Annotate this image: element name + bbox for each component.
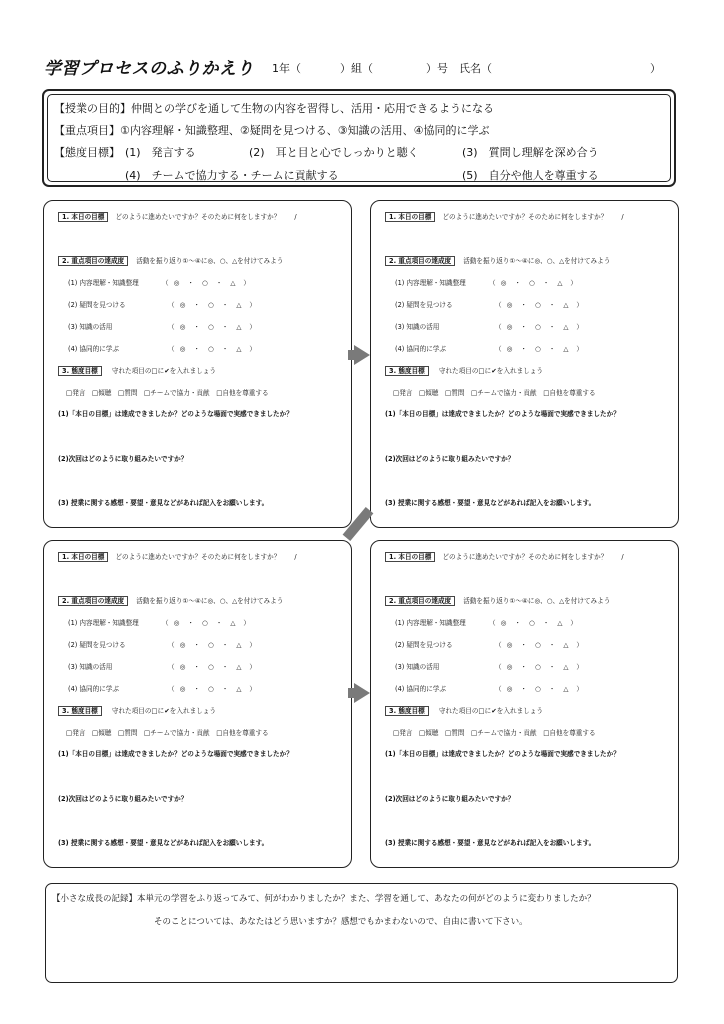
attitude-3: (3) 質問し理解を深め合う — [462, 146, 599, 159]
item-4: (4) 協同的に学ぶ — [68, 345, 119, 353]
reflection-card-1[interactable] — [43, 200, 352, 528]
reflection-card-4[interactable] — [370, 540, 679, 868]
rating-1[interactable]: （ ◎ ・ ○ ・ △ ） — [162, 619, 250, 627]
question-3: (3) 授業に関する感想・要望・意見などがあれば記入をお願いします。 — [58, 499, 269, 507]
item-2: (2) 疑問を見つける — [68, 301, 126, 309]
focus-label: 2. 重点項目の達成度 — [385, 256, 455, 266]
attitude-row — [385, 365, 543, 375]
reflection-card-3[interactable] — [43, 540, 352, 868]
attitude-checkboxes[interactable]: □発言 □傾聴 □質問 □チームで協力・貢献 □自他を尊重する — [66, 729, 269, 737]
grade-label: 1年（ — [272, 62, 301, 75]
growth-prompt-2: そのことについては、あなたはどう思いますか？感想でもかまわないので、自由に書いて下さい。 — [154, 917, 528, 927]
today-question: どのように進めたいですか？そのために何をしますか？ — [115, 553, 281, 561]
focus-label: 【重点項目】 — [54, 124, 120, 137]
attitude-label: 3. 態度目標 — [385, 366, 429, 376]
question-1: (1)「本日の目標」は達成できましたか？どのような場面で実感できましたか？ — [58, 750, 293, 758]
today-label: 1. 本日の目標 — [58, 552, 108, 562]
rating-4[interactable]: （ ◎ ・ ○ ・ △ ） — [495, 345, 583, 353]
attitude-checkboxes[interactable]: □発言 □傾聴 □質問 □チームで協力・貢献 □自他を尊重する — [393, 389, 596, 397]
rating-3[interactable]: （ ◎ ・ ○ ・ △ ） — [168, 663, 256, 671]
growth-prompt-1: 本単元の学習をふり返ってみて、何がわかりましたか？また、学習を通して、あなたの何がどのように変わりましたか？ — [137, 894, 596, 904]
today-label: 1. 本日の目標 — [58, 212, 108, 222]
question-2: (2)次回はどのように取り組みたいですか？ — [58, 455, 188, 463]
today-row — [58, 211, 297, 221]
focus-label: 2. 重点項目の達成度 — [58, 256, 128, 266]
today-label: 1. 本日の目標 — [385, 212, 435, 222]
growth-record-box[interactable] — [45, 883, 678, 983]
question-2: (2)次回はどのように取り組みたいですか？ — [385, 455, 515, 463]
growth-line-1 — [52, 892, 596, 904]
rating-3[interactable]: （ ◎ ・ ○ ・ △ ） — [495, 323, 583, 331]
purpose-text: 仲間との学びを通して生物の内容を習得し、活用・応用できるようになる — [131, 102, 494, 115]
item-3: (3) 知識の活用 — [68, 323, 113, 331]
attitude-1: (1) 発言する — [125, 146, 196, 159]
focus-line — [54, 122, 489, 138]
focus-text: ①内容理解・知識整理、②疑問を見つける、③知識の活用、④協同的に学ぶ — [120, 124, 490, 137]
focus-label: 2. 重点項目の達成度 — [58, 596, 128, 606]
today-question: どのように進めたいですか？そのために何をしますか？ — [442, 213, 608, 221]
today-question: どのように進めたいですか？そのために何をしますか？ — [442, 553, 608, 561]
page-title: 学習プロセスのふりかえり — [44, 59, 254, 79]
question-1: (1)「本日の目標」は達成できましたか？どのような場面で実感できましたか？ — [385, 410, 620, 418]
item-3: (3) 知識の活用 — [68, 663, 113, 671]
focus-instruction: 活動を振り返り①～④に◎、○、△を付けてみよう — [463, 257, 611, 265]
rating-1[interactable]: （ ◎ ・ ○ ・ △ ） — [489, 279, 577, 287]
rating-1[interactable]: （ ◎ ・ ○ ・ △ ） — [489, 619, 577, 627]
today-row — [385, 211, 624, 221]
question-3: (3) 授業に関する感想・要望・意見などがあれば記入をお願いします。 — [58, 839, 269, 847]
name-close: ） — [650, 62, 661, 75]
focus-row — [385, 595, 610, 605]
attitude-instruction: 守れた項目の□に✔を入れましょう — [111, 707, 216, 715]
attitude-row — [58, 705, 216, 715]
focus-instruction: 活動を振り返り①～④に◎、○、△を付けてみよう — [463, 597, 611, 605]
attitude-instruction: 守れた項目の□に✔を入れましょう — [111, 367, 216, 375]
question-3: (3) 授業に関する感想・要望・意見などがあれば記入をお願いします。 — [385, 839, 596, 847]
today-row — [58, 551, 297, 561]
question-1: (1)「本日の目標」は達成できましたか？どのような場面で実感できましたか？ — [385, 750, 620, 758]
attitude-5: (5) 自分や他人を尊重する — [462, 169, 599, 182]
today-row — [385, 551, 624, 561]
item-3: (3) 知識の活用 — [395, 663, 440, 671]
name-label: ）号 氏名（ — [426, 62, 492, 75]
attitude-label: 3. 態度目標 — [385, 706, 429, 716]
item-1: (1) 内容理解・知識整理 — [68, 619, 139, 627]
focus-instruction: 活動を振り返り①～④に◎、○、△を付けてみよう — [136, 257, 284, 265]
item-1: (1) 内容理解・知識整理 — [395, 279, 466, 287]
question-1: (1)「本日の目標」は達成できましたか？どのような場面で実感できましたか？ — [58, 410, 293, 418]
attitude-2: (2) 耳と目と心でしっかりと聴く — [249, 146, 419, 159]
question-2: (2)次回はどのように取り組みたいですか？ — [58, 795, 188, 803]
rating-4[interactable]: （ ◎ ・ ○ ・ △ ） — [495, 685, 583, 693]
attitude-checkboxes[interactable]: □発言 □傾聴 □質問 □チームで協力・貢献 □自他を尊重する — [393, 729, 596, 737]
today-label: 1. 本日の目標 — [385, 552, 435, 562]
item-4: (4) 協同的に学ぶ — [68, 685, 119, 693]
rating-2[interactable]: （ ◎ ・ ○ ・ △ ） — [168, 301, 256, 309]
arrow-right-icon — [354, 683, 370, 703]
slash: / — [621, 553, 624, 561]
focus-row — [58, 595, 283, 605]
attitude-checkboxes[interactable]: □発言 □傾聴 □質問 □チームで協力・貢献 □自他を尊重する — [66, 389, 269, 397]
purpose-label: 【授業の目的】 — [54, 102, 131, 115]
attitude-row — [385, 705, 543, 715]
question-2: (2)次回はどのように取り組みたいですか？ — [385, 795, 515, 803]
attitude-4: (4) チームで協力する・チームに貢献する — [125, 169, 339, 182]
rating-3[interactable]: （ ◎ ・ ○ ・ △ ） — [168, 323, 256, 331]
rating-1[interactable]: （ ◎ ・ ○ ・ △ ） — [162, 279, 250, 287]
item-4: (4) 協同的に学ぶ — [395, 345, 446, 353]
item-4: (4) 協同的に学ぶ — [395, 685, 446, 693]
rating-4[interactable]: （ ◎ ・ ○ ・ △ ） — [168, 345, 256, 353]
focus-row — [58, 255, 283, 265]
attitude-label: 【態度目標】 — [54, 146, 120, 159]
item-1: (1) 内容理解・知識整理 — [395, 619, 466, 627]
goals-box — [42, 89, 676, 187]
slash: / — [294, 553, 297, 561]
rating-3[interactable]: （ ◎ ・ ○ ・ △ ） — [495, 663, 583, 671]
rating-2[interactable]: （ ◎ ・ ○ ・ △ ） — [495, 641, 583, 649]
rating-2[interactable]: （ ◎ ・ ○ ・ △ ） — [495, 301, 583, 309]
attitude-label: 3. 態度目標 — [58, 706, 102, 716]
item-2: (2) 疑問を見つける — [68, 641, 126, 649]
attitude-label: 3. 態度目標 — [58, 366, 102, 376]
growth-label: 【小さな成長の記録】 — [52, 894, 138, 904]
arrow-right-icon — [354, 345, 370, 365]
reflection-card-2[interactable] — [370, 200, 679, 528]
slash: / — [294, 213, 297, 221]
attitude-instruction: 守れた項目の□に✔を入れましょう — [438, 367, 543, 375]
rating-4[interactable]: （ ◎ ・ ○ ・ △ ） — [168, 685, 256, 693]
focus-row — [385, 255, 610, 265]
rating-2[interactable]: （ ◎ ・ ○ ・ △ ） — [168, 641, 256, 649]
item-2: (2) 疑問を見つける — [395, 301, 453, 309]
attitude-row — [58, 365, 216, 375]
item-2: (2) 疑問を見つける — [395, 641, 453, 649]
item-3: (3) 知識の活用 — [395, 323, 440, 331]
today-question: どのように進めたいですか？そのために何をしますか？ — [115, 213, 281, 221]
purpose-line — [54, 100, 494, 116]
focus-label: 2. 重点項目の達成度 — [385, 596, 455, 606]
attitude-instruction: 守れた項目の□に✔を入れましょう — [438, 707, 543, 715]
class-label: ）組（ — [340, 62, 373, 75]
question-3: (3) 授業に関する感想・要望・意見などがあれば記入をお願いします。 — [385, 499, 596, 507]
item-1: (1) 内容理解・知識整理 — [68, 279, 139, 287]
slash: / — [621, 213, 624, 221]
focus-instruction: 活動を振り返り①～④に◎、○、△を付けてみよう — [136, 597, 284, 605]
